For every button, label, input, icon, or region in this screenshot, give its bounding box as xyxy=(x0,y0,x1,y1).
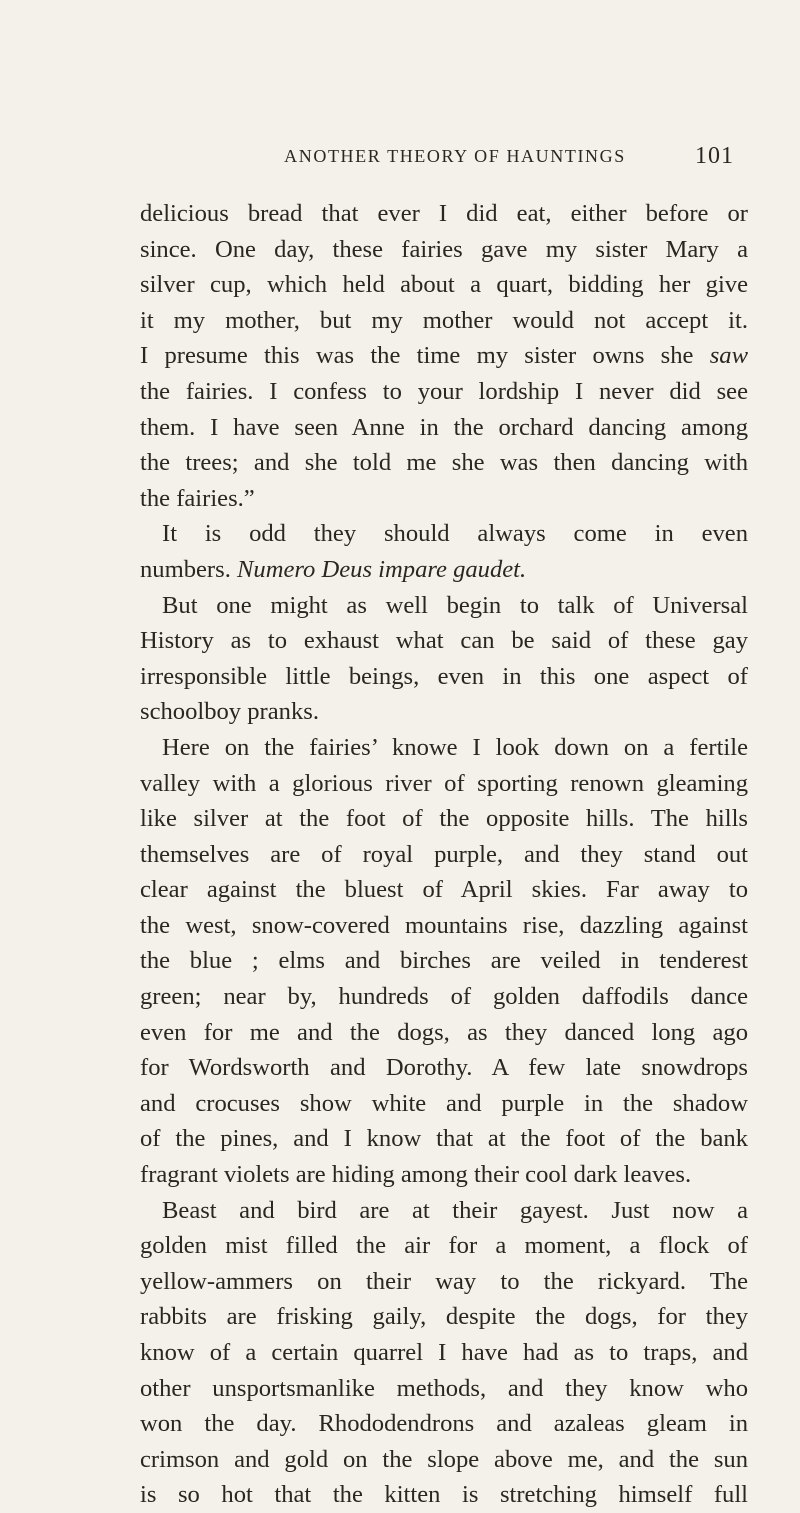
text-line: But one might as well begin to talk of Universal xyxy=(162,591,748,619)
text-line: History as to exhaust what can be said of these gay xyxy=(140,627,748,655)
text-line: Beast and bird are at their gayest. Just now a xyxy=(162,1196,748,1224)
running-title: ANOTHER THEORY OF HAUNTINGS xyxy=(284,146,626,166)
page-number: 101 xyxy=(695,143,734,169)
text-line: schoolboy pranks. xyxy=(140,698,319,726)
text-line: golden mist filled the air for a moment, a flock of xyxy=(140,1232,748,1260)
text-line: know of a certain quarrel I have had as to traps, and xyxy=(140,1339,748,1366)
running-head xyxy=(140,143,740,180)
text-line: and crocuses show white and purple in the shadow xyxy=(140,1089,748,1117)
text-line: the blue ; elms and birches are veiled in tenderest xyxy=(140,947,748,975)
italic-word: saw xyxy=(709,342,748,370)
text-line: irresponsible little beings, even in this one aspect of xyxy=(140,662,748,690)
text-line: even for me and the dogs, as they danced long ago xyxy=(140,1018,748,1046)
text-line: yellow-ammers on their way to the rickyard. The xyxy=(140,1267,748,1295)
text-line: fragrant violets are hiding among their cool dark leaves. xyxy=(140,1161,692,1189)
text-line: silver cup, which held about a quart, bidding her give xyxy=(140,271,748,299)
text-line: won the day. Rhododendrons and azaleas gleam in xyxy=(140,1410,748,1438)
text-line: for Wordsworth and Dorothy. A few late snowdrops xyxy=(140,1054,748,1082)
text-line: it my mother, but my mother would not accept it. xyxy=(140,306,748,334)
text-line: the fairies.” xyxy=(140,484,255,512)
text-line: is so hot that the kitten is stretching himself full xyxy=(140,1481,748,1509)
text-line: of the pines, and I know that at the foot of the bank xyxy=(140,1125,748,1153)
body-text xyxy=(140,196,748,1513)
text-line: other unsportsmanlike methods, and they know who xyxy=(140,1374,748,1402)
text-line: It is odd they should always come in even xyxy=(162,520,748,548)
text-line: Here on the fairies’ knowe I look down on a fertile xyxy=(162,733,748,761)
text-line: the trees; and she told me she was then dancing with xyxy=(140,449,748,477)
text-line: I presume this was the time my sister owns she saw xyxy=(140,342,748,370)
text-line: numbers. Numero Deus impare gaudet. xyxy=(140,555,527,583)
text-line: the west, snow-covered mountains rise, dazzling against xyxy=(140,911,748,939)
text-line: since. One day, these fairies gave my sister Mary a xyxy=(140,235,748,263)
text-line: green; near by, hundreds of golden daffodils dance xyxy=(140,983,748,1011)
text-line: crimson and gold on the slope above me, and the sun xyxy=(140,1445,748,1473)
text-line: the fairies. I confess to your lordship I never did see xyxy=(140,377,748,405)
text-line: them. I have seen Anne in the orchard dancing among xyxy=(140,413,748,441)
text-line: like silver at the foot of the opposite hills. The hills xyxy=(140,805,748,833)
text-line: themselves are of royal purple, and they stand out xyxy=(140,840,748,868)
text-line: valley with a glorious river of sporting renown gleaming xyxy=(140,769,748,797)
text-line: delicious bread that ever I did eat, either before or xyxy=(140,200,748,227)
text-line: clear against the bluest of April skies. Far away to xyxy=(140,876,748,904)
text-line: rabbits are frisking gaily, despite the dogs, for they xyxy=(140,1303,748,1331)
italic-quote: Numero Deus impare gaudet. xyxy=(237,555,527,583)
